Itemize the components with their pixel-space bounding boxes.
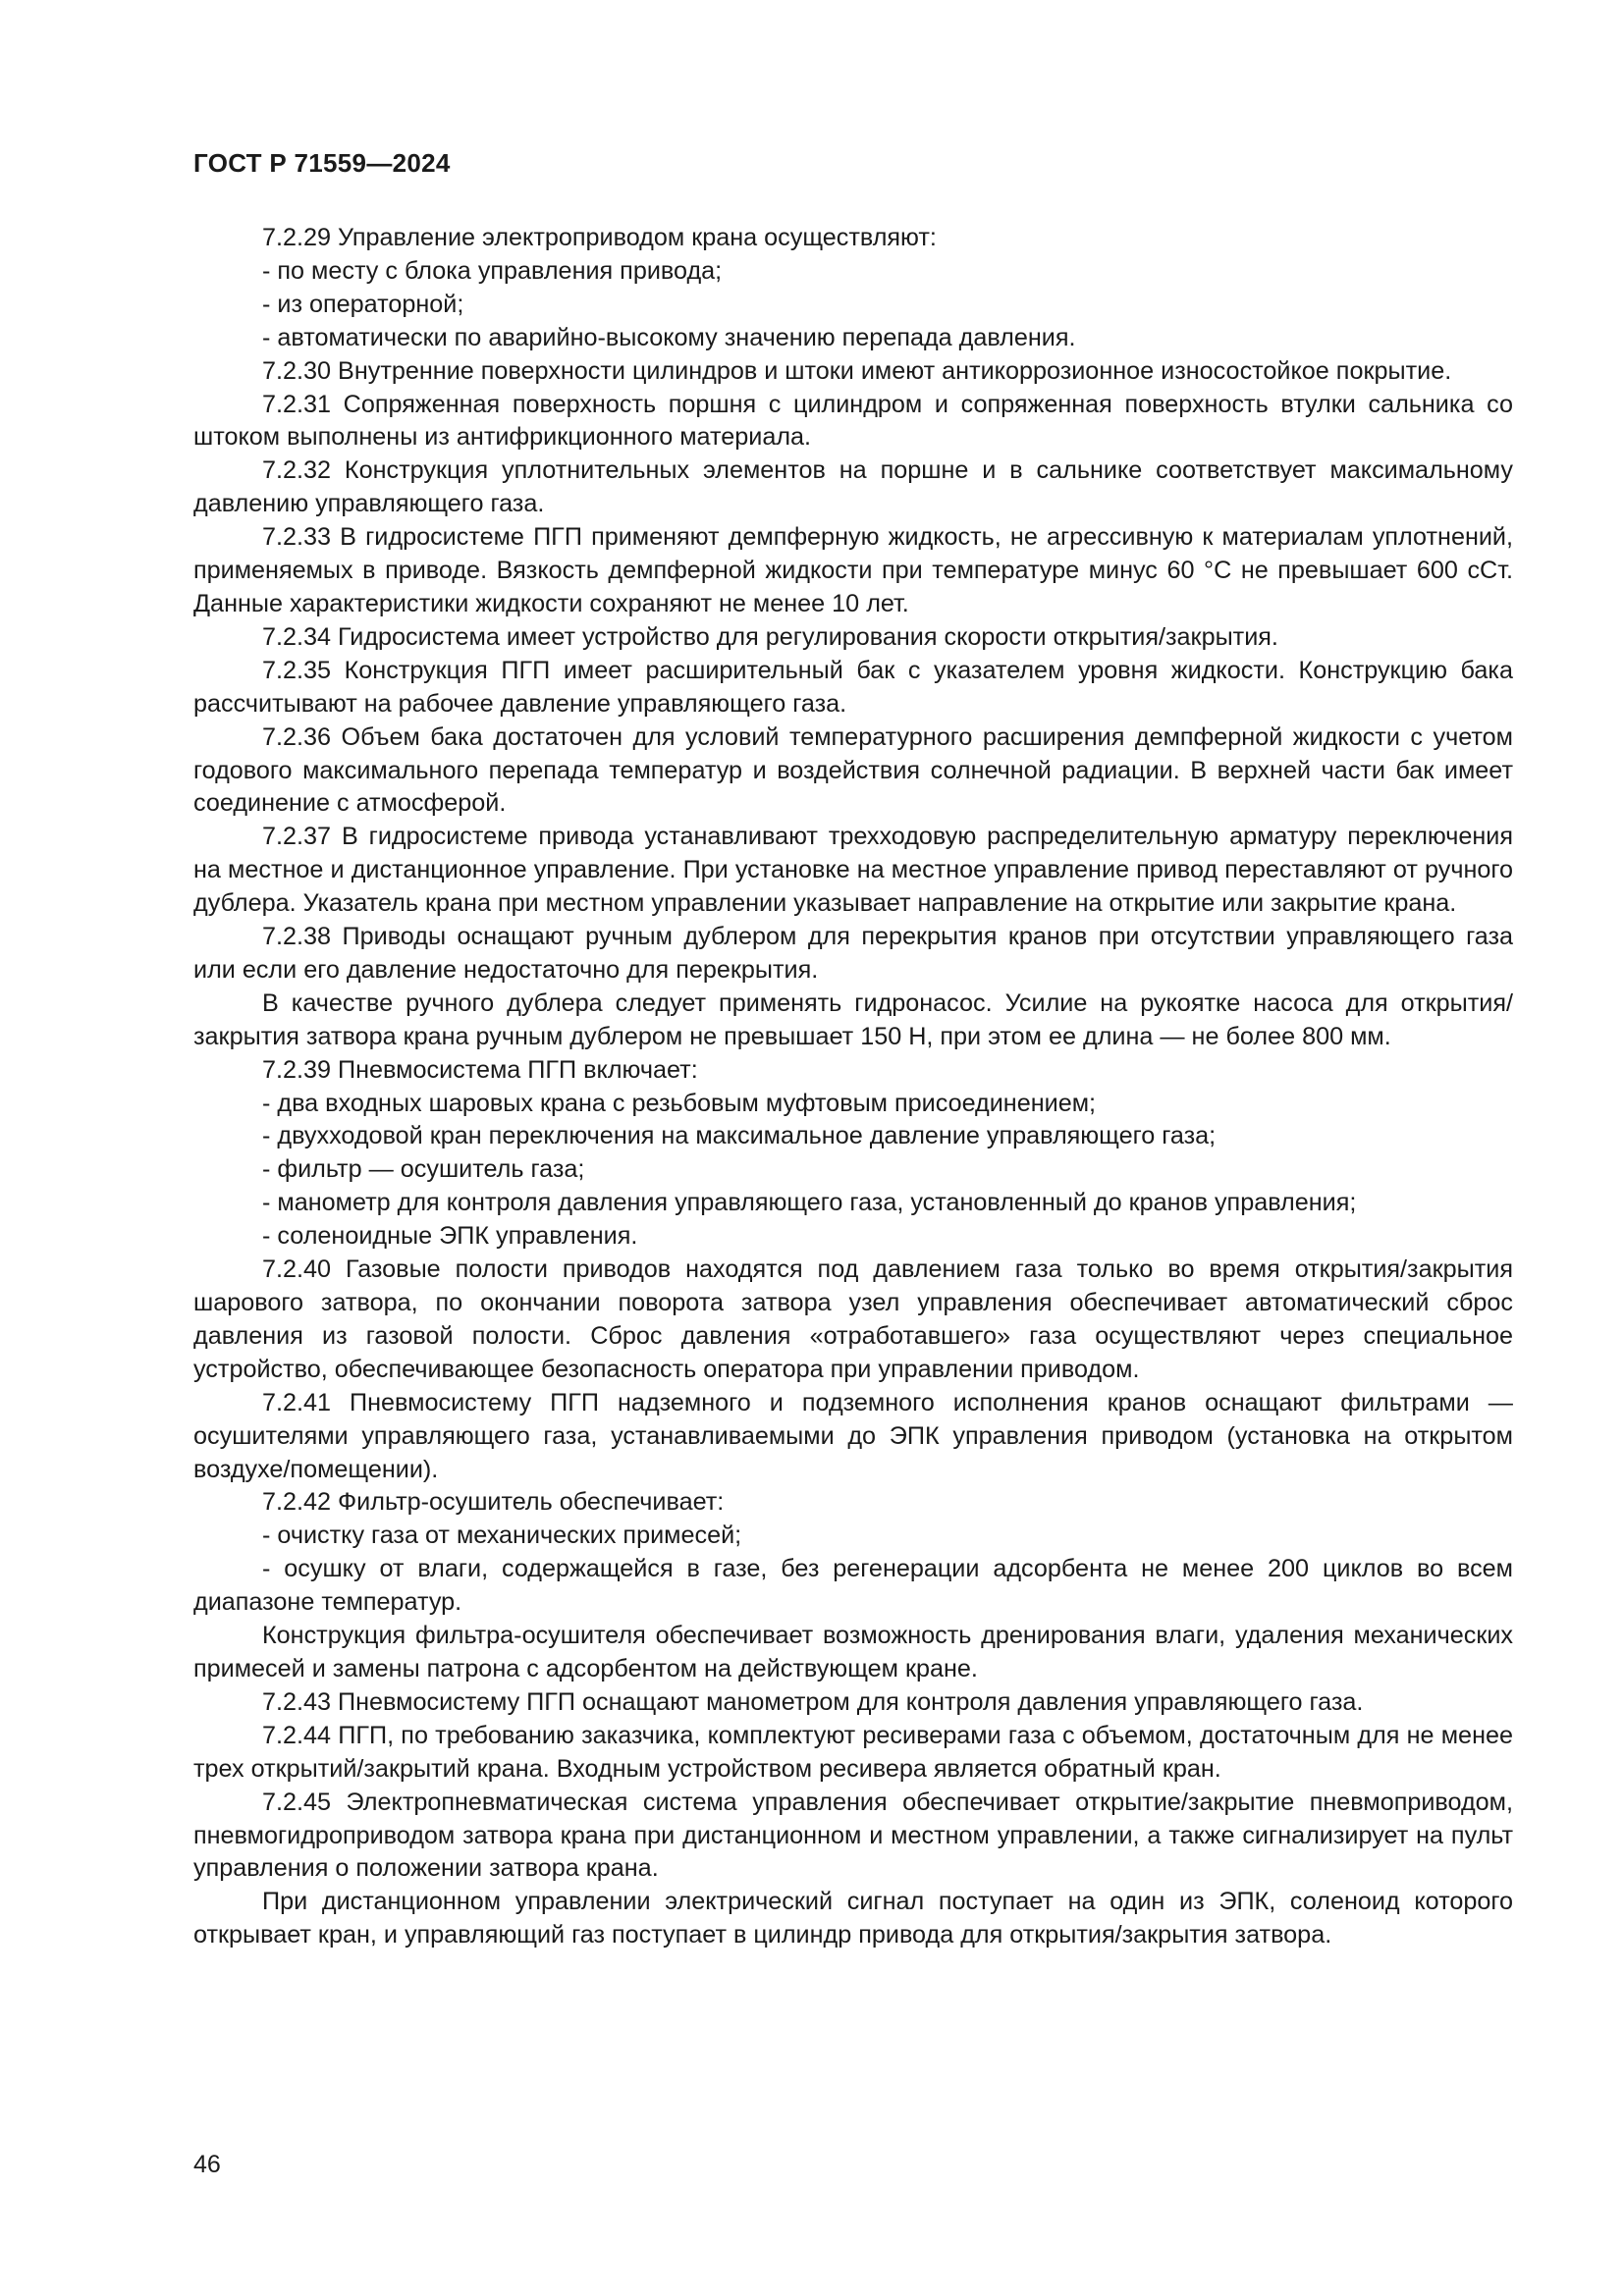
list-item: - соленоидные ЭПК управления. [262,1222,638,1251]
list-item: - двухходовой кран переключения на максимальное давление управляющего газа; [262,1122,1217,1150]
list-item: - автоматически по аварийно-высокому значению перепада давления. [262,323,1076,351]
clause-paragraph: 7.2.34 Гидросистема имеет устройство для регулирования скорости открытия/закрытия. [262,622,1278,651]
continuation-paragraph: При дистанционном управлении электрический сигнал поступает на один из ЭПК, соленоид которого открывает кран, и управляющий газ поступает в цилиндр привода для открытия/закрытия затвора. [193,1888,1513,1949]
list-item: - из операторной; [262,290,464,318]
clause-paragraph: 7.2.32 Конструкция уплотнительных элементов на поршне и в сальнике соответствует максимальному давлению управляющего газа. [193,456,1513,518]
clause-paragraph: 7.2.41 Пневмосистему ПГП надземного и подземного исполнения кранов оснащают фильтрами — осушителями управляющего газа, устанавливаемыми до ЭПК управления приводом (установка на открытом воздухе/помещении). [193,1388,1513,1483]
clause-paragraph: 7.2.37 В гидросистеме привода устанавливают трехходовую распределительную арматуру переключения на местное и дистанционное управление. При установке на местное управление привод переставляют от ручного дублера. Указатель крана при местном управлении указывает направление на открытие или закрытие крана. [193,823,1513,918]
list-item: - манометр для контроля давления управляющего газа, установленный до кранов управления; [262,1189,1357,1217]
list-item: - по месту с блока управления привода; [262,256,723,285]
document-body [193,222,1513,1952]
clause-paragraph: 7.2.31 Сопряженная поверхность поршня с цилиндром и сопряженная поверхность втулки сальника со штоком выполнены из антифрикционного материала. [193,390,1513,452]
clause-paragraph: 7.2.38 Приводы оснащают ручным дублером для перекрытия кранов при отсутствии управляющего газа или если его давление недостаточно для перекрытия. [193,923,1513,984]
clause-paragraph: 7.2.29 Управление электроприводом крана осуществляют: [262,224,937,251]
continuation-paragraph: Конструкция фильтра-осушителя обеспечивает возможность дренирования влаги, удаления механических примесей и замены патрона с адсорбентом на действующем кране. [193,1622,1513,1682]
clause-paragraph: 7.2.35 Конструкция ПГП имеет расширительный бак с указателем уровня жидкости. Конструкцию бака рассчитывают на рабочее давление управляющего газа. [193,656,1513,718]
page-number: 46 [193,2151,221,2178]
clause-paragraph: 7.2.45 Электропневматическая система управления обеспечивает открытие/закрытие пневмоприводом, пневмогидроприводом затвора крана при дистанционном и местном управлении, а также сигнализирует на пульт управления о положении затвора крана. [193,1788,1513,1883]
clause-paragraph: 7.2.42 Фильтр-осушитель обеспечивает: [262,1488,725,1517]
list-item: - фильтр — осушитель газа; [262,1155,585,1184]
clause-paragraph: 7.2.30 Внутренние поверхности цилиндров и штоки имеют антикоррозионное износостойкое покрытие. [262,356,1452,385]
list-item: - осушку от влаги, содержащейся в газе, без регенерации адсорбента не менее 200 циклов во всем диапазоне температур. [193,1555,1513,1617]
document-header: ГОСТ Р 71559—2024 [193,148,451,178]
continuation-paragraph: В качестве ручного дублера следует применять гидронасос. Усилие на рукоятке насоса для открытия/закрытия затвора крана ручным дублером не превышает 150 Н, при этом ее длина — не более 800 мм. [193,988,1513,1050]
clause-paragraph: 7.2.40 Газовые полости приводов находятся под давлением газа только во время открытия/закрытия шарового затвора, по окончании поворота затвора узел управления обеспечивает автоматический сброс давления из газовой полости. Сброс давления «отработавшего» газа осуществляют через специальное устройство, обеспечивающее безопасность оператора при управлении приводом. [193,1255,1513,1383]
list-item: - два входных шаровых крана с резьбовым муфтовым присоединением; [262,1089,1097,1117]
clause-paragraph: 7.2.44 ПГП, по требованию заказчика, комплектуют ресиверами газа с объемом, достаточным для не менее трех открытий/закрытий крана. Входным устройством ресивера является обратный кран. [193,1721,1513,1783]
clause-paragraph: 7.2.33 В гидросистеме ПГП применяют демпферную жидкость, не агрессивную к материалам уплотнений, применяемых в приводе. Вязкость демпферной жидкости при температуре минус 60 °С не превышает 600 сСт. Данные характеристики жидкости сохраняют не менее 10 лет. [193,523,1513,617]
clause-paragraph: 7.2.43 Пневмосистему ПГП оснащают манометром для контроля давления управляющего газа. [262,1687,1364,1716]
list-item: - очистку газа от механических примесей; [262,1522,742,1550]
clause-paragraph: 7.2.36 Объем бака достаточен для условий температурного расширения демпферной жидкости с учетом годового максимального перепада температур и воздействия солнечной радиации. В верхней части бак имеет соединение с атмосферой. [193,722,1513,818]
clause-paragraph: 7.2.39 Пневмосистема ПГП включает: [262,1055,698,1084]
